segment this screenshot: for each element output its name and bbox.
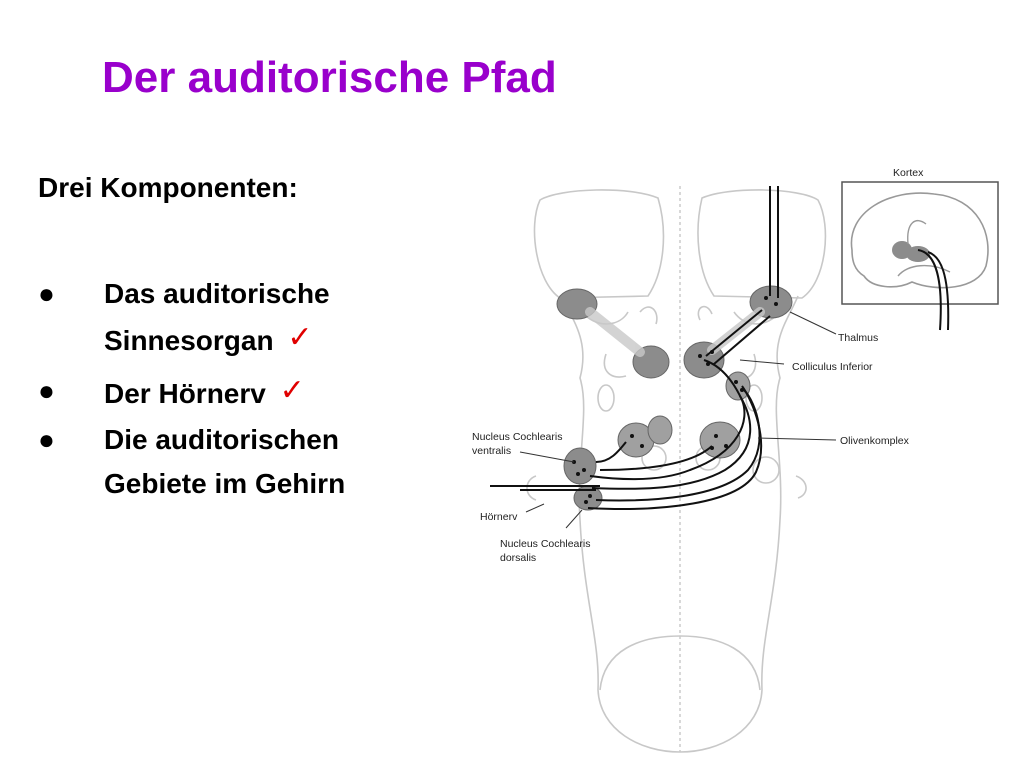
bullet-list	[38, 272, 438, 506]
bullet-dot-icon: ●	[38, 278, 55, 309]
bullet-dot-icon: ●	[38, 424, 55, 455]
label-kortex: Kortex	[893, 167, 924, 179]
label-thalmus: Thalmus	[838, 332, 879, 344]
label-nucleus-cochlearis-dorsalis-line1: Nucleus Cochlearis	[500, 538, 591, 550]
label-colliculus-inferior: Colliculus Inferior	[792, 361, 873, 373]
label-connectors	[520, 312, 836, 528]
label-hoernerv: Hörnerv	[480, 511, 518, 523]
bullet-item-sinnesorgan	[38, 272, 438, 363]
olive-right-inner	[726, 372, 750, 400]
kortex-inset	[842, 182, 998, 330]
label-nucleus-cochlearis-ventralis-line1: Nucleus Cochlearis	[472, 431, 563, 443]
bullet-dot-icon: ●	[38, 375, 55, 406]
label-nucleus-cochlearis-ventralis-line2: ventralis	[472, 445, 512, 457]
nucleus-cochlearis-ventralis	[564, 448, 596, 484]
bullet-item-hoernerv	[38, 369, 438, 416]
checkmark-icon: ✓	[287, 321, 313, 354]
slide-subtitle: Drei Komponenten:	[38, 172, 298, 203]
olive-left-inner	[648, 416, 672, 444]
bullet-text: Der Hörnerv	[104, 378, 266, 409]
auditory-pathway-diagram	[440, 150, 1010, 760]
bullet-text: Das auditorische Sinnesorgan	[104, 278, 330, 356]
checkmark-icon: ✓	[279, 374, 305, 407]
label-olivenkomplex: Olivenkomplex	[840, 435, 909, 447]
bullet-item-gehirn	[38, 418, 438, 506]
label-nucleus-cochlearis-dorsalis-line2: dorsalis	[500, 552, 537, 564]
slide-title: Der auditorische Pfad	[102, 53, 557, 102]
bullet-text: Die auditorischen Gebiete im Gehirn	[104, 424, 346, 499]
